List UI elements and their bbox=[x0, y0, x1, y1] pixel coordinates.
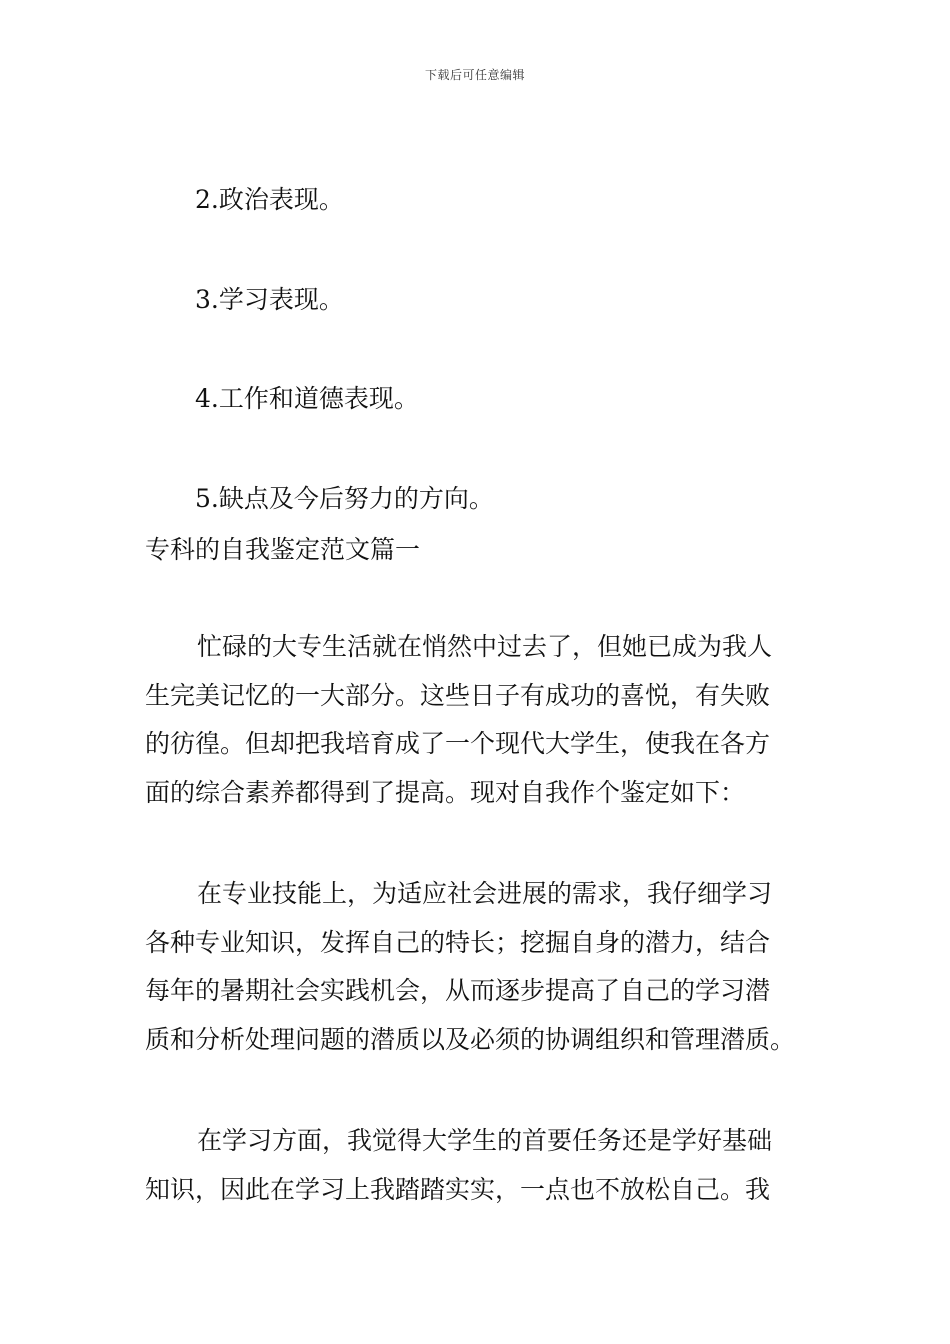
paragraph-line: 在学习方面，我觉得大学生的首要任务还是学好基础 bbox=[197, 1126, 773, 1155]
list-item-work-ethics: 4.工作和道德表现。 bbox=[195, 384, 419, 413]
paragraph-line: 生完美记忆的一大部分。这些日子有成功的喜悦，有失败 bbox=[145, 680, 771, 710]
paragraph-intro bbox=[145, 623, 810, 817]
list-item-shortcomings: 5.缺点及今后努力的方向。 bbox=[195, 484, 494, 513]
paragraph-line: 面的综合素养都得到了提高。现对自我作个鉴定如下： bbox=[145, 777, 746, 807]
paragraph-line: 知识，因此在学习上我踏踏实实，一点也不放松自己。我 bbox=[145, 1174, 771, 1204]
paragraph-line: 的彷徨。但却把我培育成了一个现代大学生，使我在各方 bbox=[145, 729, 771, 758]
header-note: 下载后可任意编辑 bbox=[424, 68, 525, 82]
paragraph-line: 在专业技能上，为适应社会进展的需求，我仔细学习 bbox=[197, 879, 773, 908]
list-item-political: 2.政治表现。 bbox=[195, 185, 344, 214]
paragraph-line: 忙碌的大专生活就在悄然中过去了，但她已成为我人 bbox=[197, 632, 773, 661]
paragraph-line: 每年的暑期社会实践机会，从而逐步提高了自己的学习潜 bbox=[145, 976, 771, 1005]
section-title: 专科的自我鉴定范文篇一 bbox=[145, 535, 421, 564]
paragraph-line: 质和分析处理问题的潜质以及必须的协调组织和管理潜质。 bbox=[145, 1024, 796, 1054]
list-item-study: 3.学习表现。 bbox=[195, 285, 344, 314]
paragraph-line: 各种专业知识，发挥自己的特长；挖掘自身的潜力，结合 bbox=[145, 927, 771, 957]
paragraph-professional-skills bbox=[145, 870, 810, 1064]
paragraph-study bbox=[145, 1117, 810, 1214]
